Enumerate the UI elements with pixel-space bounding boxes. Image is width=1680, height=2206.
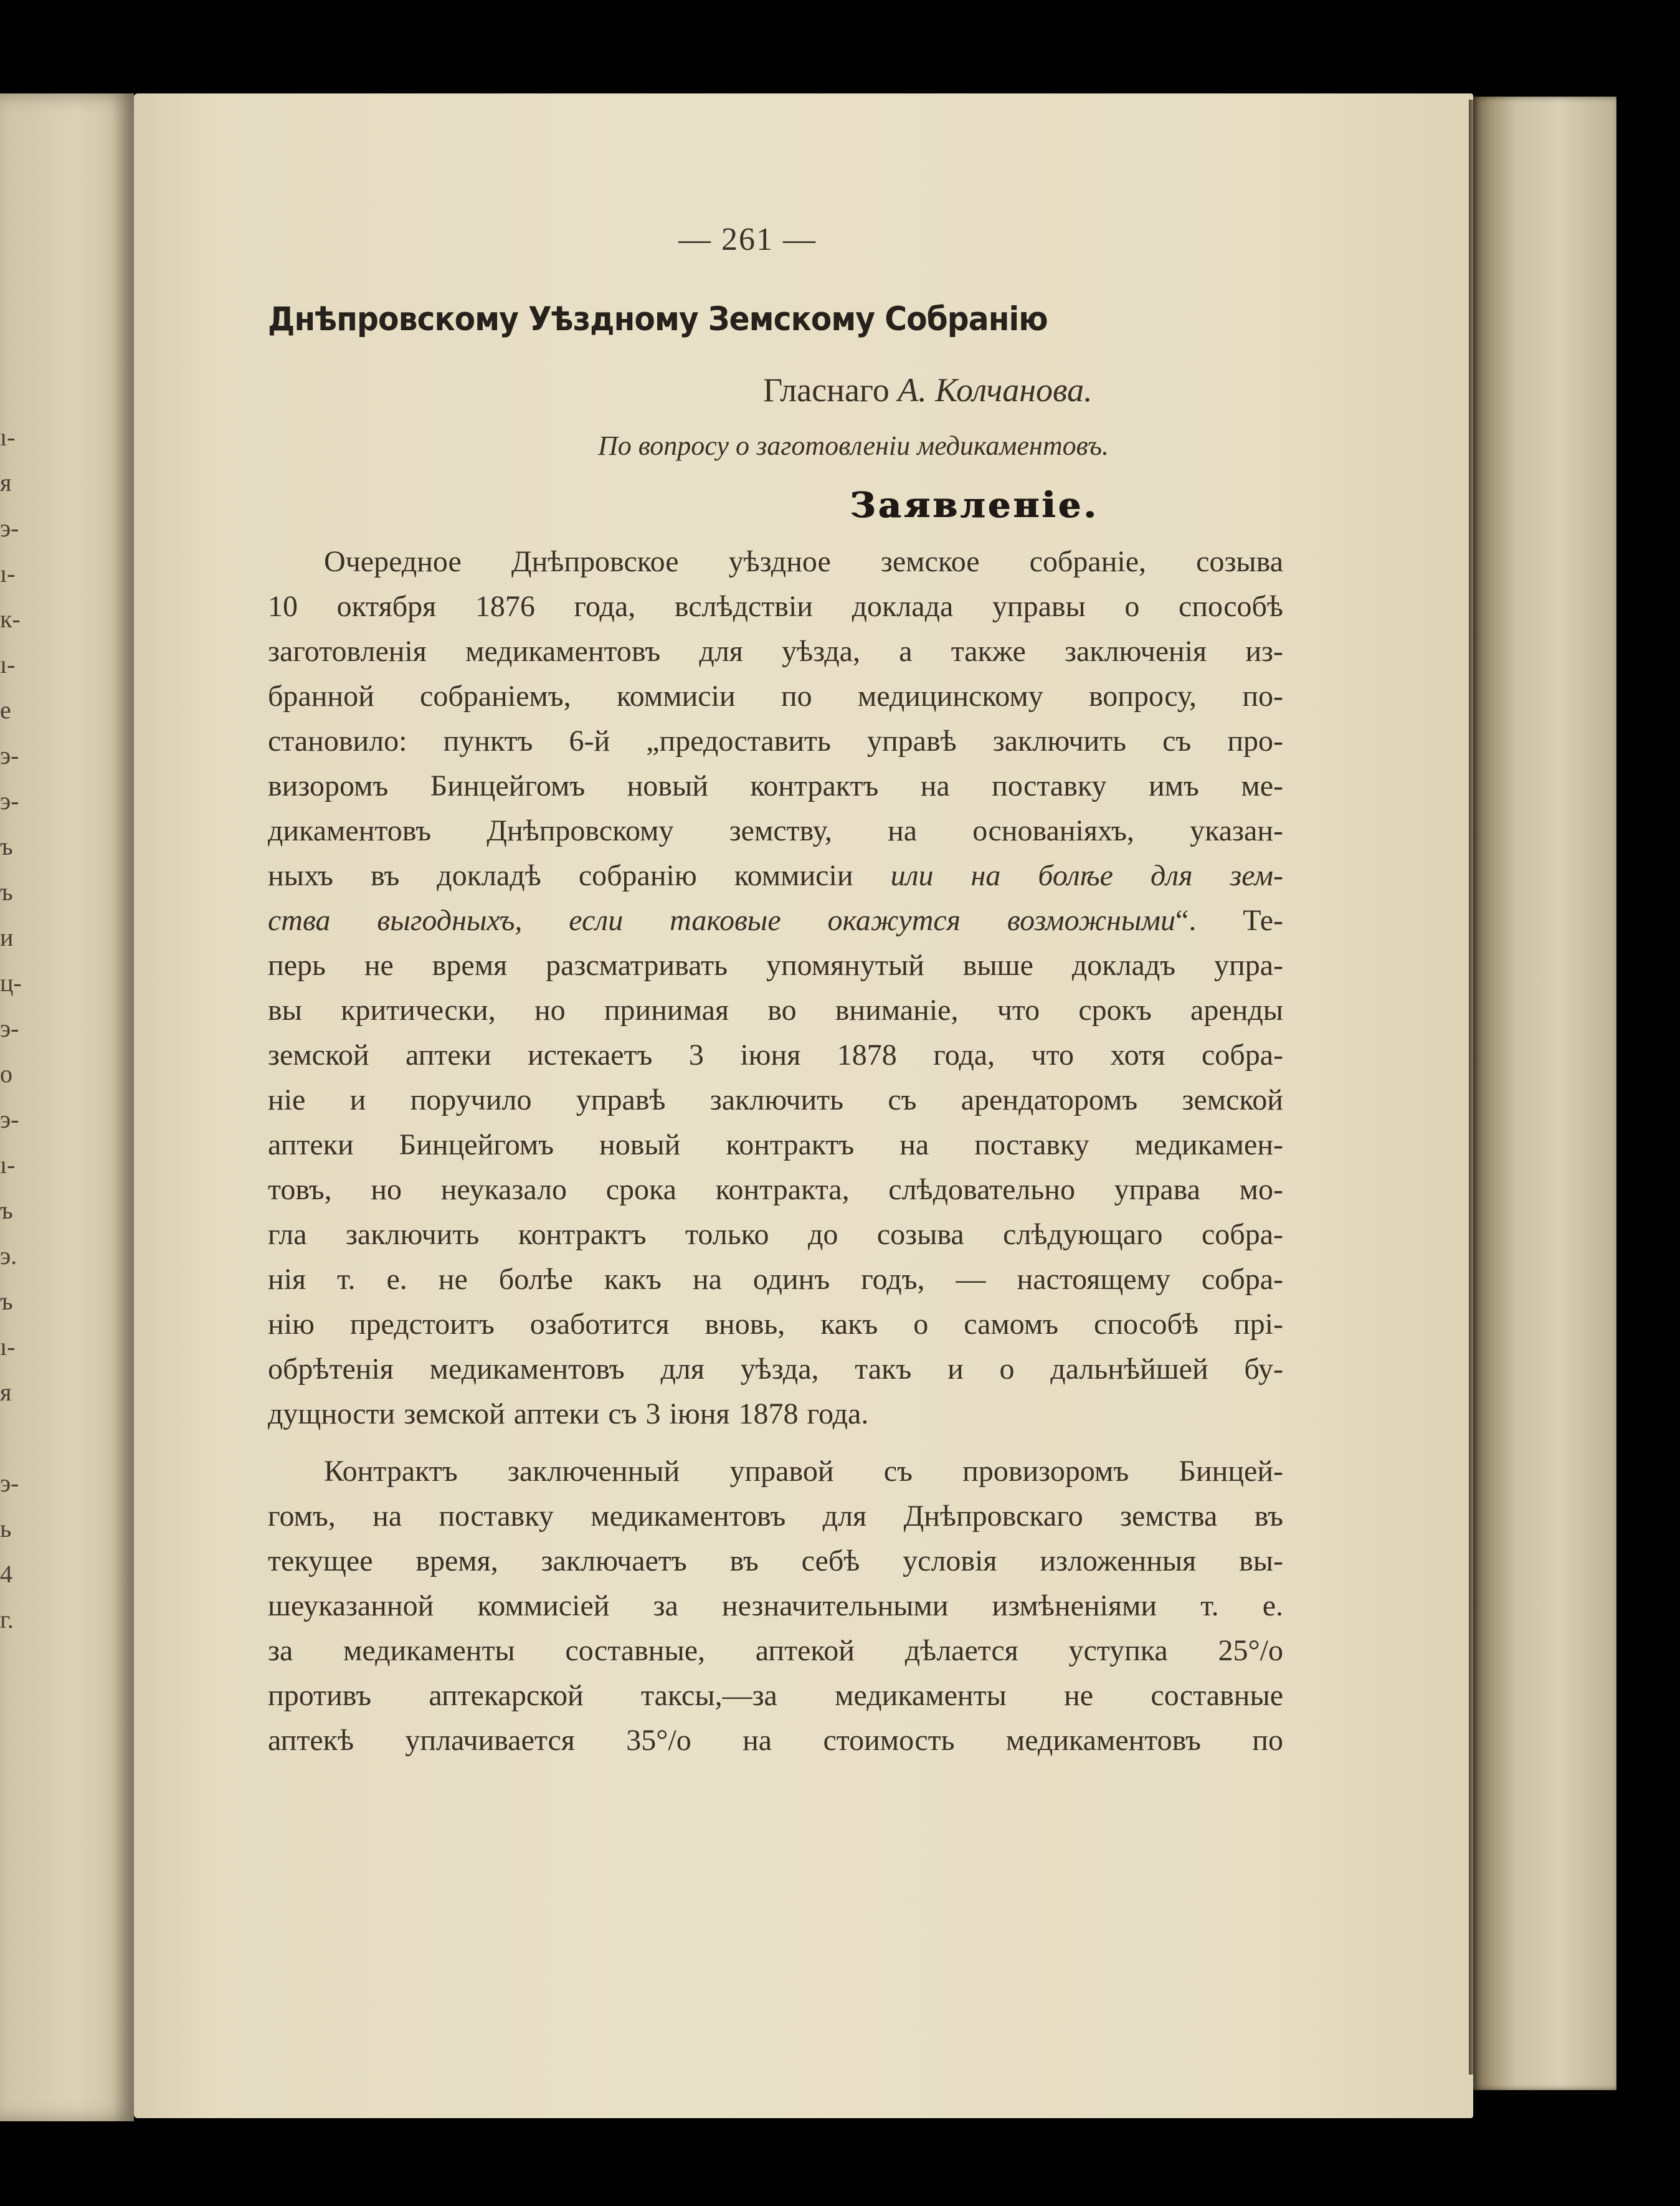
facing-page-fragment: ı- xyxy=(0,423,16,451)
text-segment: визоромъ Бинцейгомъ новый контрактъ на поставку имъ ме- xyxy=(268,769,1283,802)
text-segment: ныхъ въ докладѣ собранію коммисіи xyxy=(268,859,891,892)
text-line xyxy=(268,584,1283,629)
page-stack-edge xyxy=(1473,97,1616,2090)
text-line xyxy=(268,1212,1283,1257)
text-segment: за медикаменты составные, аптекой дѣлается уступка 25°/о xyxy=(268,1634,1283,1667)
facing-page-fragment: е xyxy=(0,696,11,724)
text-segment: дикаментовъ Днѣпровскому земству, на основаніяхъ, указан- xyxy=(268,814,1283,847)
author-name: А. Колчанова. xyxy=(898,371,1093,409)
text-line xyxy=(268,943,1283,988)
facing-page-fragment: э- xyxy=(0,1014,19,1042)
text-line xyxy=(268,1078,1283,1123)
paragraph xyxy=(268,540,1283,1437)
facing-page-fragment: ъ xyxy=(0,878,13,906)
author-prefix: Гласнаго xyxy=(763,371,890,409)
facing-page-fragment: я xyxy=(0,1378,12,1406)
document-title: Заявленіе. xyxy=(850,485,1099,526)
text-line xyxy=(268,1033,1283,1078)
text-line xyxy=(268,1718,1283,1763)
facing-page-fragment: э- xyxy=(0,514,19,542)
facing-page-fragment: ı- xyxy=(0,650,16,678)
text-segment: 10 октября 1876 года, вслѣдствіи доклада управы о способѣ xyxy=(268,590,1283,623)
text-line xyxy=(268,988,1283,1033)
text-segment: дущности земской аптеки съ 3 іюня 1878 года. xyxy=(268,1397,869,1430)
text-segment: противъ аптекарской таксы,—за медикаменты не составные xyxy=(268,1679,1283,1712)
text-segment: аптекѣ уплачивается 35°/о на стоимость медикаментовъ по xyxy=(268,1724,1283,1757)
facing-page-fragment: э. xyxy=(0,1242,17,1270)
facing-page-fragment: ъ xyxy=(0,832,13,860)
italic-text-segment: или на болѣе для зем- xyxy=(890,859,1283,892)
text-segment: обрѣтенія медикаментовъ для уѣзда, такъ и о дальнѣйшей бу- xyxy=(268,1353,1283,1386)
facing-page-fragment: ı- xyxy=(0,1333,16,1361)
text-line xyxy=(268,629,1283,674)
document-heading: Днѣпровскому Уѣздному Земскому Собранію xyxy=(268,300,1048,338)
text-segment: гла заключить контрактъ только до созыва слѣдующаго собра- xyxy=(268,1218,1283,1251)
body-text xyxy=(268,540,1283,1763)
text-segment: шеуказанной коммисіей за незначительными измѣненіями т. е. xyxy=(268,1589,1283,1622)
text-line xyxy=(268,1449,1283,1494)
text-line xyxy=(268,719,1283,764)
text-line xyxy=(268,1167,1283,1212)
facing-page-fragment: ı- xyxy=(0,559,16,587)
text-line xyxy=(268,898,1283,943)
text-segment: товъ, но неуказало срока контракта, слѣдовательно управа мо- xyxy=(268,1173,1283,1206)
italic-text-segment: ства выгодныхъ, если таковые окажутся возможными xyxy=(268,904,1176,937)
facing-page-fragment: г. xyxy=(0,1605,14,1633)
text-segment: “. Те- xyxy=(1175,904,1283,937)
text-line xyxy=(268,1392,1283,1437)
page-number: — 261 — xyxy=(678,222,817,257)
text-line xyxy=(268,1673,1283,1718)
facing-page-fragment: ь xyxy=(0,1514,12,1543)
facing-page xyxy=(0,93,134,2121)
text-segment: Контрактъ заключенный управой съ провизоромъ Бинцей- xyxy=(324,1455,1283,1488)
author-line xyxy=(763,371,1093,409)
text-segment: вы критически, но принимая во вниманіе, что срокъ аренды xyxy=(268,994,1283,1027)
text-line xyxy=(268,853,1283,898)
text-segment: перь не время разсматривать упомянутый выше докладъ упра- xyxy=(268,949,1283,982)
facing-page-fragment: о xyxy=(0,1060,12,1088)
text-line xyxy=(268,1539,1283,1584)
text-segment: нія т. е. не болѣе какъ на одинъ годъ, — настоящему собра- xyxy=(268,1263,1283,1296)
paragraph xyxy=(268,1449,1283,1763)
facing-page-fragment: ı- xyxy=(0,1151,16,1179)
text-line xyxy=(268,1584,1283,1628)
subject-line: По вопросу о заготовленіи медикаментовъ. xyxy=(598,430,1109,461)
text-segment: аптеки Бинцейгомъ новый контрактъ на поставку медикамен- xyxy=(268,1128,1283,1161)
text-line xyxy=(268,674,1283,719)
text-segment: ніе и поручило управѣ заключить съ арендаторомъ земской xyxy=(268,1083,1283,1116)
facing-page-fragment: и xyxy=(0,923,14,951)
text-line xyxy=(268,809,1283,853)
text-segment: бранной собраніемъ, коммисіи по медицинскому вопросу, по- xyxy=(268,680,1283,713)
text-segment: гомъ, на поставку медикаментовъ для Днѣпровскаго земства въ xyxy=(268,1500,1283,1533)
text-segment: становило: пунктъ 6-й „предоставить управѣ заключить съ про- xyxy=(268,725,1283,758)
text-segment: заготовленія медикаментовъ для уѣзда, а также заключенія из- xyxy=(268,635,1283,668)
text-segment: текущее время, заключаетъ въ себѣ условія изложенныя вы- xyxy=(268,1544,1283,1577)
text-line xyxy=(268,1628,1283,1673)
text-segment: нію предстоитъ озаботится вновь, какъ о самомъ способѣ прі- xyxy=(268,1308,1283,1341)
text-line xyxy=(268,764,1283,809)
facing-page-fragment: ъ xyxy=(0,1196,13,1224)
facing-page-fragment: ъ xyxy=(0,1287,13,1315)
facing-page-fragment: 4 xyxy=(0,1560,12,1588)
text-line xyxy=(268,1123,1283,1167)
paragraph-gap xyxy=(268,1437,1283,1449)
text-segment: Очередное Днѣпровское уѣздное земское собраніе, созыва xyxy=(324,545,1283,578)
facing-page-fragment: э- xyxy=(0,787,19,815)
text-segment: земской аптеки истекаетъ 3 іюня 1878 года, что хотя собра- xyxy=(268,1039,1283,1072)
facing-page-fragment: э- xyxy=(0,1105,19,1133)
text-line xyxy=(268,1302,1283,1347)
text-line xyxy=(268,1257,1283,1302)
text-line xyxy=(268,1347,1283,1392)
facing-page-fragment: ц- xyxy=(0,969,22,997)
text-line xyxy=(268,540,1283,584)
facing-page-fragment xyxy=(0,1415,31,1460)
facing-page-fragment: я xyxy=(0,468,12,497)
facing-page-fragment: э- xyxy=(0,1469,19,1497)
text-line xyxy=(268,1494,1283,1539)
facing-page-fragment: э- xyxy=(0,741,19,769)
facing-page-fragment: к- xyxy=(0,605,21,633)
facing-page-text-fragments xyxy=(0,414,31,1642)
